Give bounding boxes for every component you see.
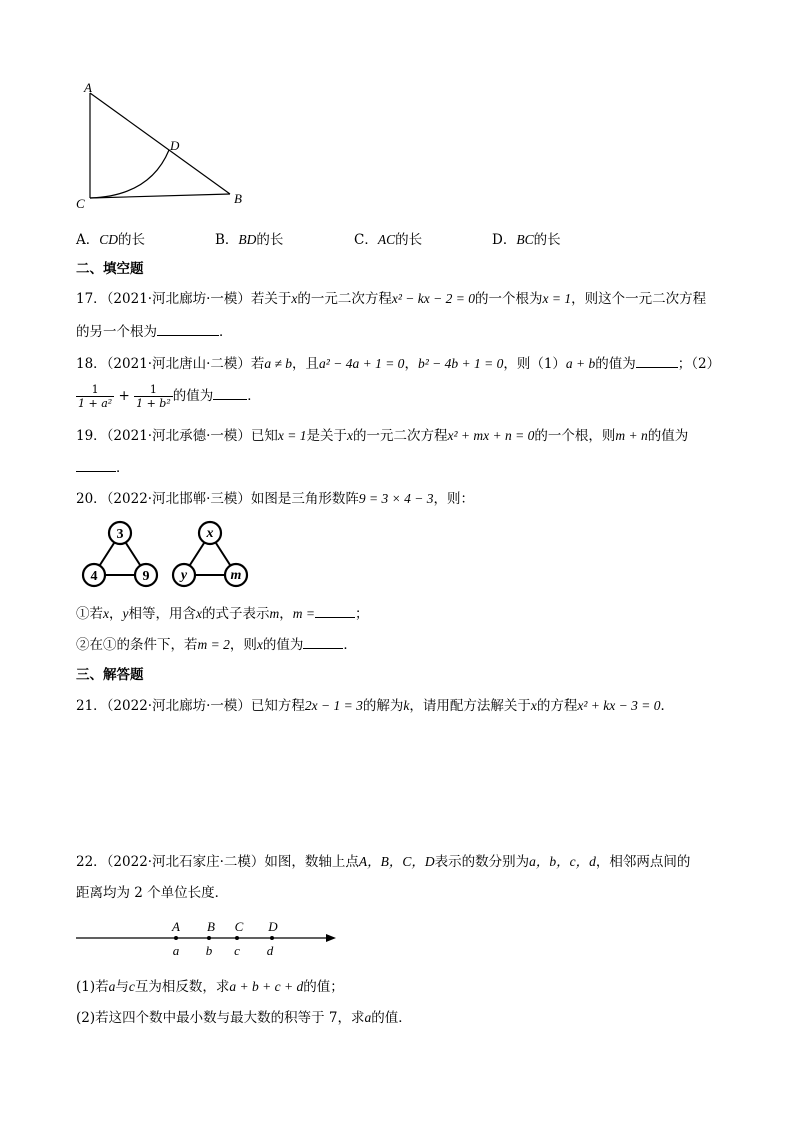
triangle-number-figure [78, 518, 258, 592]
svg-text:C: C [234, 919, 244, 934]
label-a: A [84, 80, 92, 95]
answer-blank[interactable] [303, 635, 343, 649]
option-d: D．BC的长 [492, 232, 561, 248]
axis-arrow-icon [326, 934, 336, 942]
side-ab [90, 93, 230, 194]
svg-text:a: a [172, 943, 180, 958]
svg-text:d: d [266, 943, 274, 958]
svg-text:A: A [172, 919, 180, 934]
section-heading-solve: 三、解答题 [76, 667, 144, 683]
q18-line2: $\frac{1}{\text{1 + a²}}$ + $\frac{1}{\text{1 + b²}}$ 的值为 ． [78, 383, 261, 410]
label-c: C [76, 196, 85, 211]
label-d: D [170, 138, 180, 153]
tri1-top: 3 [116, 527, 124, 542]
q22-line1: 22．（2022·河北石家庄·二模）如图，数轴上点A，B，C，D表示的数分别为a，b，c，d，相邻两点间的 [76, 854, 691, 870]
tri2-right: m [230, 568, 242, 583]
q21-line1: 21．（2022·河北廊坊·一模）已知方程2x − 1 = 3的解为k，请用配方法解关于x的方程x² + kx − 3 = 0． [76, 698, 674, 714]
tri1-right: 9 [142, 569, 150, 584]
fraction-2: $\frac{1}{\text{1 + b²}}$ [136, 383, 171, 410]
q20-sub1: ①若x，y相等，用含x的式子表示m，m = ； [76, 606, 369, 622]
label-b: B [234, 191, 242, 206]
q22-part1: (1)若a与c互为相反数，求a + b + c + d的值； [76, 979, 344, 995]
q19-line2: ． [76, 458, 130, 477]
svg-text:B: B [207, 919, 215, 934]
number-triangle-2 [173, 522, 247, 586]
q18-line1: 18．（2021·河北唐山·二模）若a ≠ b，且a² − 4a + 1 = 0，b² − 4b + 1 = 0，则（1）a + b的值为 ；（2） [76, 356, 721, 372]
q22-line2: 距离均为 2 个单位长度． [76, 885, 229, 901]
tri2-left: y [180, 568, 188, 583]
svg-text:c: c [234, 943, 240, 958]
option-a: A．CD的长 [76, 232, 146, 248]
triangle-figure [70, 78, 260, 218]
answer-blank[interactable] [315, 604, 355, 618]
q19-line1: 19．（2021·河北承德·一模）已知x = 1是关于x的一元二次方程x² + mx + n = 0的一个根，则m + n的值为 [76, 428, 689, 444]
arc-cd [90, 150, 169, 198]
answer-blank[interactable] [636, 354, 678, 368]
fraction-1: $\frac{1}{\text{1 + a²}}$ [78, 383, 113, 410]
option-b: B．BD的长 [215, 232, 284, 248]
svg-text:D: D [268, 919, 278, 934]
tri1-left: 4 [90, 569, 98, 584]
q17-line1: 17．（2021·河北廊坊·一模）若关于x的一元二次方程x² − kx − 2 = 0的一个根为x = 1，则这个一元二次方程 [76, 291, 707, 307]
svg-text:b: b [205, 943, 213, 958]
option-c: C．AC的长 [354, 232, 423, 248]
q22-part2: (2)若这四个数中最小数与最大数的积等于 7，求a的值． [76, 1010, 412, 1026]
answer-blank[interactable] [157, 322, 219, 336]
q20-sub2: ②在①的条件下，若m = 2，则x的值为 ． [76, 637, 357, 653]
answer-blank[interactable] [213, 386, 247, 400]
answer-blank[interactable] [76, 458, 116, 472]
number-line-figure [74, 912, 344, 962]
number-triangle-1 [83, 522, 157, 586]
tri2-top: x [206, 526, 214, 541]
section-heading-fill-in: 二、填空题 [76, 261, 144, 277]
q20-line1: 20．（2022·河北邯郸·三模）如图是三角形数阵9 = 3 × 4 − 3，则： [76, 491, 474, 507]
q17-line2: 的另一个根为 ． [76, 324, 233, 340]
